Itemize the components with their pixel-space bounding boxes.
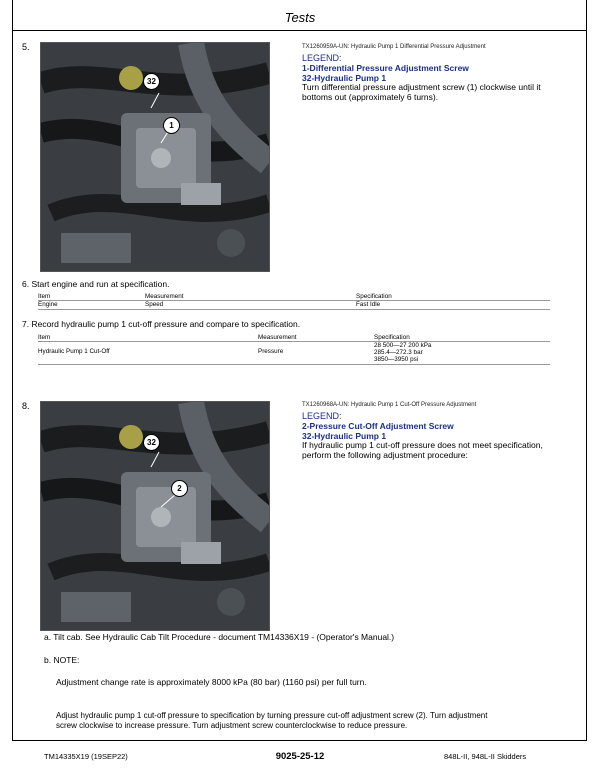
spec-line: 28 500—27 200 kPa xyxy=(374,342,432,349)
instruction-line: Turn differential pressure adjustment screw (1) clockwise until it xyxy=(302,82,541,92)
step-8-number: 8. xyxy=(22,401,30,411)
table-rule xyxy=(38,309,550,310)
header-rule xyxy=(12,30,587,31)
substep-a: a. Tilt cab. See Hydraulic Cab Tilt Procedure - document TM14336X19 - (Operator's Manual.) xyxy=(44,632,395,642)
footer-rule xyxy=(12,740,587,741)
table-cell: Pressure xyxy=(258,348,284,355)
page-border-right xyxy=(586,0,587,740)
figure-id: TX1260968A-UN: Hydraulic Pump 1 Cut-Off Pressure Adjustment xyxy=(302,402,477,408)
figure-id: TX1260959A-UN: Hydraulic Pump 1 Differential Pressure Adjustment xyxy=(302,44,486,50)
col-header-measurement: Measurement xyxy=(145,293,184,300)
table-rule xyxy=(38,364,550,365)
table-rule xyxy=(38,300,550,301)
footer-model: 848L-II, 948L-II Skidders xyxy=(444,752,527,761)
instruction-line: bottoms out (approximately 6 turns). xyxy=(302,92,439,102)
table-cell: Hydraulic Pump 1 Cut-Off xyxy=(38,348,110,355)
legend-item: 32-Hydraulic Pump 1 xyxy=(302,73,387,83)
legend-title: LEGEND: xyxy=(302,53,342,63)
footer-page-number: 9025-25-12 xyxy=(275,751,325,762)
col-header-item: Item xyxy=(38,293,51,300)
page-border-left xyxy=(12,0,13,740)
col-header-specification: Specification xyxy=(356,293,392,300)
footer-doc-id: TM14335X19 (19SEP22) xyxy=(44,752,128,761)
step-7-label: 7. Record hydraulic pump 1 cut-off pressure and compare to specification. xyxy=(22,319,301,329)
instruction-line: If hydraulic pump 1 cut-off pressure does not meet specification, xyxy=(302,440,543,450)
table-cell: Engine xyxy=(38,301,58,308)
legend-item: 2-Pressure Cut-Off Adjustment Screw xyxy=(302,421,454,431)
instruction-line: perform the following adjustment procedure: xyxy=(302,450,468,460)
table-cell: Speed xyxy=(145,301,164,308)
table-rule xyxy=(38,341,550,342)
final-instruction: screw clockwise to increase pressure. Turn adjustment screw counterclockwise to reduce pressure. xyxy=(56,721,408,730)
table-cell: Fast Idle xyxy=(356,301,381,308)
note-text: Adjustment change rate is approximately 8000 kPa (80 bar) (1160 psi) per full turn. xyxy=(56,677,367,687)
col-header-item: Item xyxy=(38,334,51,341)
pump-differential-photo xyxy=(40,42,270,272)
final-instruction: Adjust hydraulic pump 1 cut-off pressure to specification by turning pressure cut-off adjustment screw (2). Turn adjustment xyxy=(56,711,488,720)
page-title: Tests xyxy=(284,10,316,25)
spec-line: 3850—3950 psi xyxy=(374,356,419,363)
legend-item: 32-Hydraulic Pump 1 xyxy=(302,431,387,441)
callout-32: 32 xyxy=(143,434,160,451)
col-header-measurement: Measurement xyxy=(258,334,297,341)
pump-cutoff-photo xyxy=(40,401,270,631)
substep-b: b. NOTE: xyxy=(44,655,80,665)
callout-2: 2 xyxy=(171,480,188,497)
callout-32: 32 xyxy=(143,73,160,90)
step-5-number: 5. xyxy=(22,42,30,52)
callout-1: 1 xyxy=(163,117,180,134)
step-6-label: 6. Start engine and run at specification. xyxy=(22,279,170,289)
legend-title: LEGEND: xyxy=(302,411,342,421)
col-header-specification: Specification xyxy=(374,334,410,341)
legend-item: 1-Differential Pressure Adjustment Screw xyxy=(302,63,469,73)
spec-line: 285.4—272.3 bar xyxy=(374,349,423,356)
